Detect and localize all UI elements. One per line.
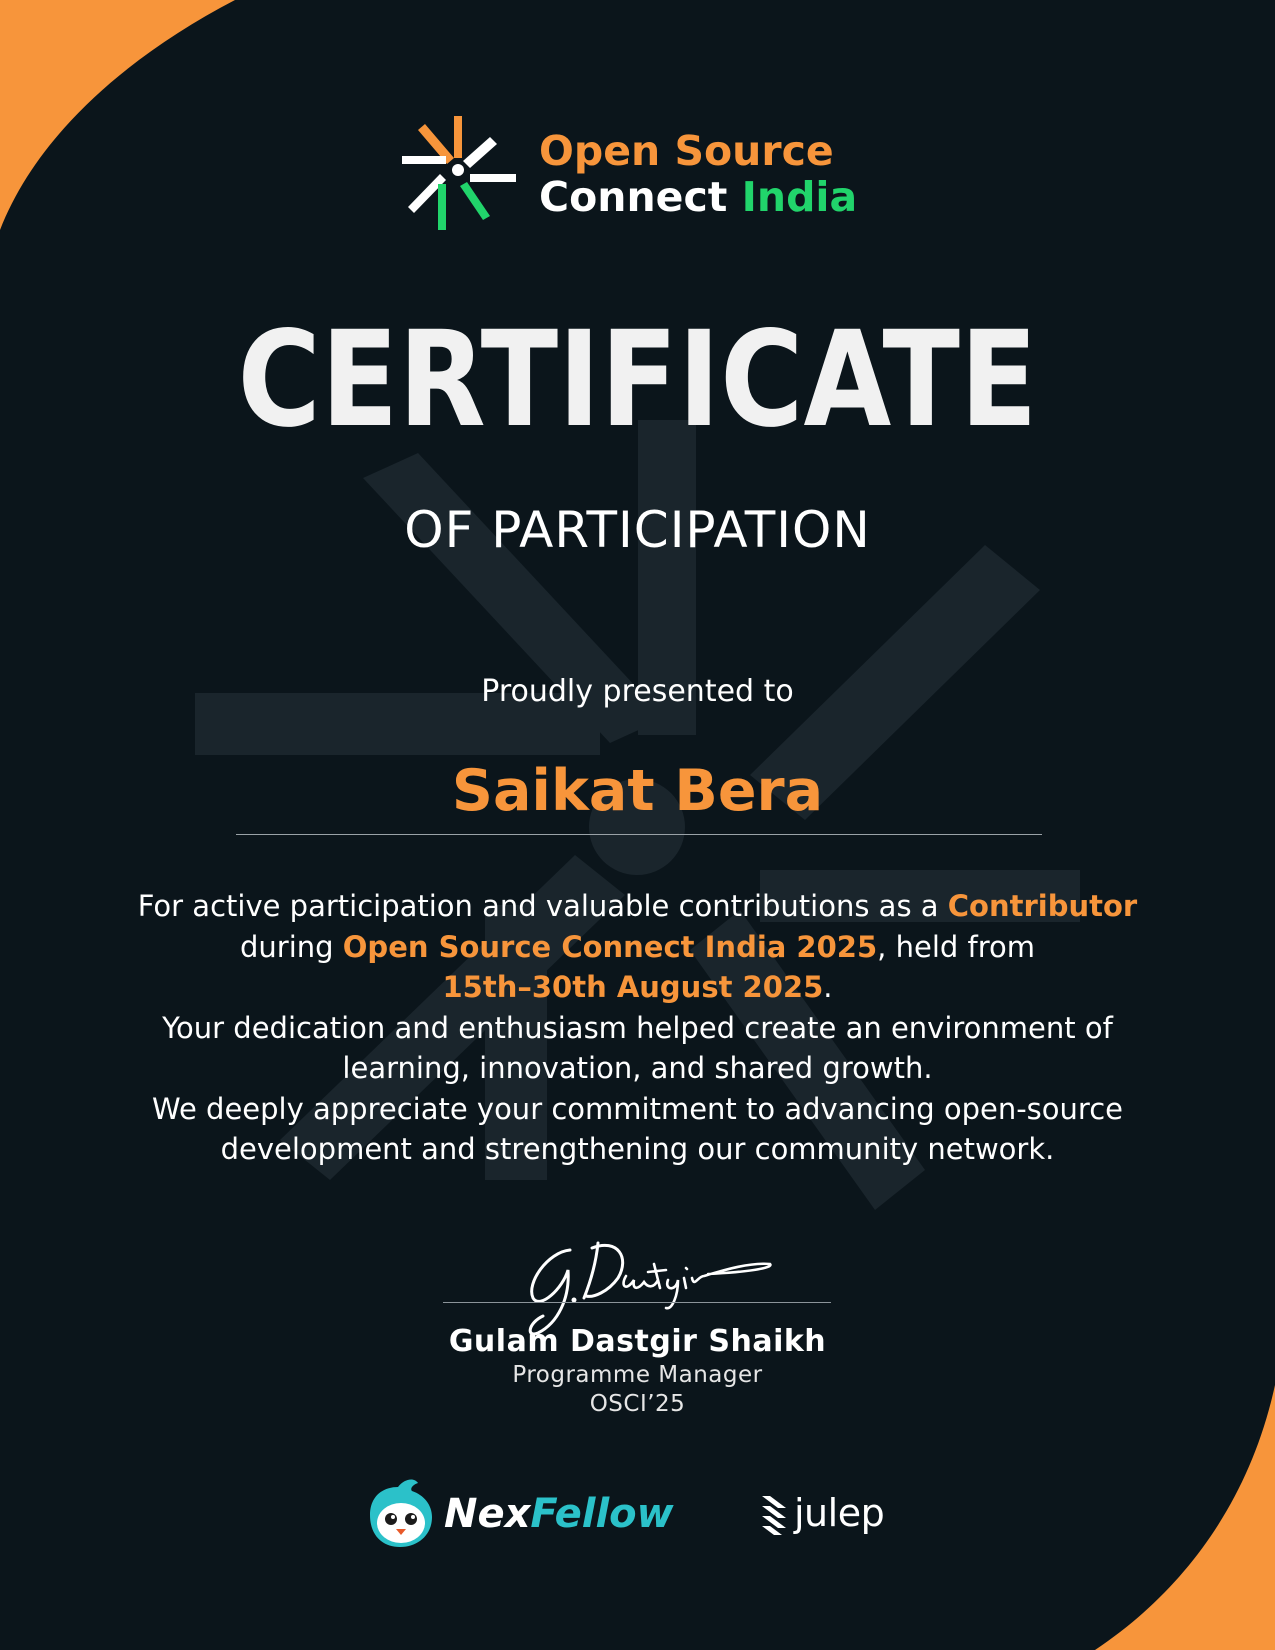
certificate-subtitle: OF PARTICIPATION <box>404 501 871 559</box>
certificate-body <box>0 886 1275 1170</box>
body-line-5: learning, innovation, and shared growth. <box>342 1051 933 1085</box>
brand-line-2a: Connect <box>539 173 728 221</box>
nexfellow-word-a: Nex <box>444 1491 531 1537</box>
organizer-logo <box>398 112 878 236</box>
presented-to-label: Proudly presented to <box>481 674 794 709</box>
body-line-4: Your dedication and enthusiasm helped create an environment of <box>162 1010 1113 1045</box>
event-name: Open Source Connect India 2025 <box>342 929 878 964</box>
nexfellow-logo <box>362 1477 692 1553</box>
signatory-name: Gulam Dastgir Shaikh <box>448 1324 827 1359</box>
signature-line <box>443 1302 831 1303</box>
recipient-underline <box>236 834 1042 835</box>
brand-line-1: Open Source <box>539 127 834 175</box>
body-line-6: We deeply appreciate your commitment to advancing open-source <box>152 1091 1123 1126</box>
nexfellow-wordmark <box>444 1489 674 1539</box>
bottom-right-corner-swoosh <box>1095 1385 1275 1650</box>
certificate-title: CERTIFICATE <box>237 303 1038 457</box>
body-text-3: , held from <box>877 929 1035 964</box>
body-line-3 <box>0 967 1275 1008</box>
julep-logo <box>760 1490 900 1540</box>
brand-line-2b: India <box>741 173 858 221</box>
body-text-2: during <box>240 929 343 964</box>
julep-wordmark: julep <box>794 1491 885 1535</box>
osci-logo-icon <box>398 112 520 234</box>
organizer-name <box>539 128 857 220</box>
signatory-title: Programme Manager <box>512 1362 763 1388</box>
body-line-2 <box>0 927 1275 968</box>
handwritten-signature <box>508 1228 778 1338</box>
participant-role: Contributor <box>947 889 1138 923</box>
body-text-1: For active participation and valuable contributions as a <box>137 889 948 923</box>
event-dates: 15th–30th August 2025 <box>442 970 824 1004</box>
nexfellow-word-b: Fellow <box>530 1491 674 1537</box>
nexfellow-mascot-icon <box>362 1477 438 1553</box>
body-line-7: development and strengthening our community network. <box>220 1132 1055 1166</box>
julep-logo-icon <box>760 1494 788 1536</box>
top-left-corner-swoosh <box>0 0 235 230</box>
recipient-name: Saikat Bera <box>451 758 824 824</box>
body-line-1 <box>0 886 1275 927</box>
body-text-4: . <box>823 970 833 1004</box>
signatory-event: OSCI’25 <box>589 1391 686 1417</box>
